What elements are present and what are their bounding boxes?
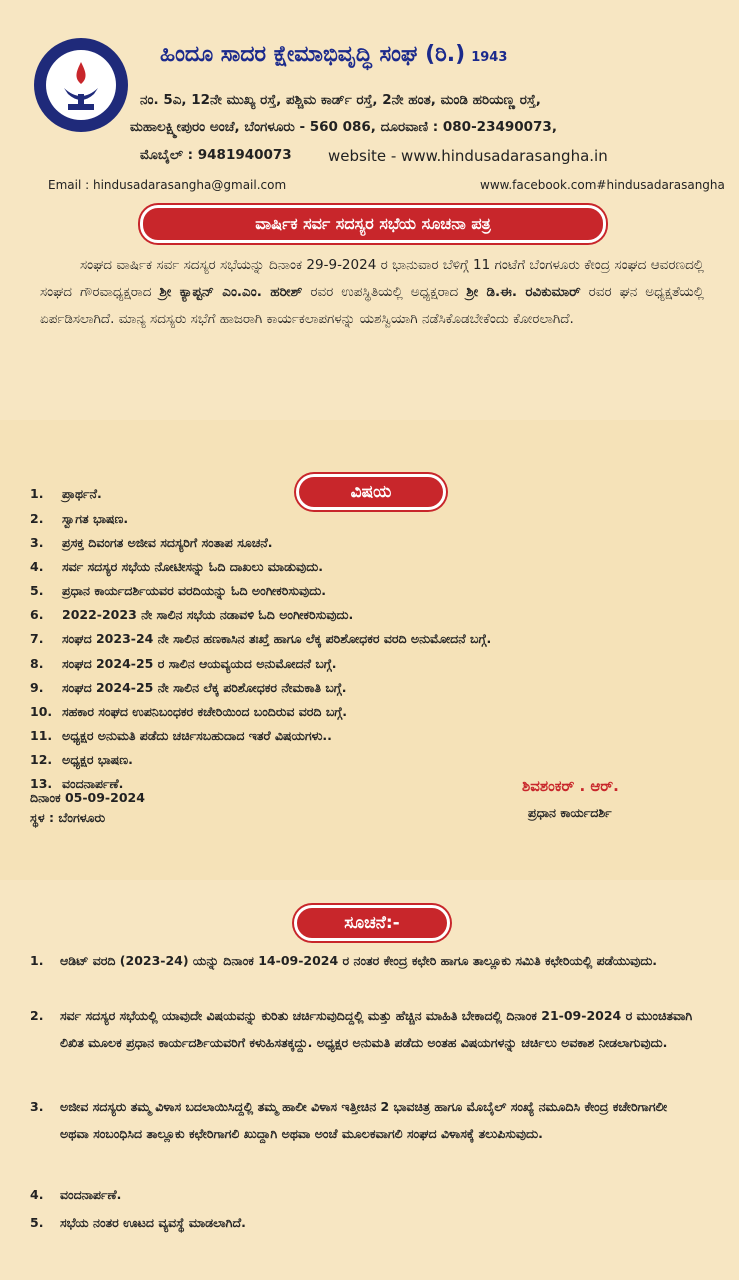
agenda-item-text: ಸರ್ವ ಸದಸ್ಯರ ಸಭೆಯ ನೋಟೀಸನ್ನು ಓದಿ ದಾಖಲು ಮಾಡುವುದು. xyxy=(62,559,323,574)
agenda-item-number: 12. xyxy=(30,752,53,767)
president-name: ಶ್ರೀ ಡಿ.ಈ. ರವಿಕುಮಾರ್ xyxy=(466,284,581,300)
agenda-item xyxy=(30,631,491,647)
note-item xyxy=(30,1002,700,1056)
founded-year: 1943 xyxy=(471,50,508,65)
note-item xyxy=(30,947,700,974)
address-line-2: ಮಹಾಲಕ್ಷ್ಮೀಪುರಂ ಅಂಚೆ, ಬೆಂಗಳೂರು - 560 086, ದೂರವಾಣಿ : 080-23490073, xyxy=(130,119,557,135)
agenda-item xyxy=(30,704,347,720)
signatory-role: ಪ್ರಧಾನ ಕಾರ್ಯದರ್ಶಿ xyxy=(528,805,612,820)
note-item-text: ಆಡಿಟ್ ವರದಿ (2023-24) ಯನ್ನು ದಿನಾಂಕ 14-09-2024 ರ ನಂತರ ಕೇಂದ್ರ ಕಛೇರಿ ಹಾಗೂ ತಾಲ್ಲೂಕು ಸಮಿತಿ ಕಛೇರಿಯಲ್ಲಿ ಪಡೆಯುವುದು. xyxy=(60,953,658,968)
mobile-number: ಮೊಬೈಲ್ : 9481940073 xyxy=(140,147,292,163)
note-item-number: 2. xyxy=(30,1008,44,1023)
agenda-item-text: ವಂದನಾರ್ಪಣೆ. xyxy=(62,776,124,791)
agenda-item xyxy=(30,607,353,623)
note-item-number: 4. xyxy=(30,1187,44,1202)
agenda-title: ವಿಷಯ xyxy=(296,474,446,510)
notice-title: ವಾರ್ಷಿಕ ಸರ್ವ ಸದಸ್ಯರ ಸಭೆಯ ಸೂಚನಾ ಪತ್ರ xyxy=(140,205,606,243)
agenda-item-text: ಅಧ್ಯಕ್ಷರ ಭಾಷಣ. xyxy=(62,752,133,767)
org-name: ಹಿಂದೂ ಸಾದರ ಕ್ಷೇಮಾಭಿವೃದ್ಧಿ ಸಂಘ (ರಿ.) 1943 xyxy=(160,42,508,67)
signatory-name: ಶಿವಶಂಕರ್ . ಆರ್. xyxy=(522,777,619,795)
agenda-item-number: 4. xyxy=(30,559,44,574)
agenda-item xyxy=(30,680,347,696)
agenda-item xyxy=(30,535,272,551)
note-item xyxy=(30,1181,700,1208)
agenda-item-number: 11. xyxy=(30,728,53,743)
agenda-item-text: ಸಹಕಾರ ಸಂಘದ ಉಪನಿಬಂಧಕರ ಕಚೇರಿಯಿಂದ ಬಂದಿರುವ ವರದಿ ಬಗ್ಗೆ. xyxy=(62,704,348,719)
agenda-item-text: 2022-2023 ನೇ ಸಾಲಿನ ಸಭೆಯ ನಡಾವಳಿ ಓದಿ ಅಂಗೀಕರಿಸುವುದು. xyxy=(62,607,354,622)
note-item-text: ವಂದನಾರ್ಪಣೆ. xyxy=(60,1187,122,1202)
honorary-president-name: ಶ್ರೀ ಕ್ಯಾಪ್ಟನ್ ಎಂ.ಎಂ. ಹರೀಶ್ xyxy=(159,284,303,300)
intro-text-3: ರವರ ಘನ ಅಧ್ಯಕ್ಷತೆಯಲ್ಲಿ ಏರ್ಪಡಿಸಲಾಗಿದೆ. ಮಾನ್ಯ ಸದಸ್ಯರು ಸಭೆಗೆ ಹಾಜರಾಗಿ ಕಾರ್ಯಕಲಾಪಗಳನ್ನು ಯಶಸ್ವಿಯಾಗಿ ನಡೆಸಿಕೊಡಬೇಕೆಂದು ಕೋರಲಾಗಿದೆ. xyxy=(40,284,704,327)
agenda-item-text: ಅಧ್ಯಕ್ಷರ ಅನುಮತಿ ಪಡೆದು ಚರ್ಚಿಸಬಹುದಾದ ಇತರೆ ವಿಷಯಗಳು.. xyxy=(62,728,332,743)
agenda-item-number: 7. xyxy=(30,631,44,646)
intro-text-2: ರವರ ಉಪಸ್ಥಿತಿಯಲ್ಲಿ ಅಧ್ಯಕ್ಷರಾದ xyxy=(310,284,459,300)
agenda-item-text: ಸಂಘದ 2024-25 ರ ಸಾಲಿನ ಆಯವ್ಯಯದ ಅನುಮೋದನೆ ಬಗ್ಗೆ. xyxy=(62,656,337,671)
agenda-item xyxy=(30,486,102,502)
note-item-text: ಅಜೀವ ಸದಸ್ಯರು ತಮ್ಮ ವಿಳಾಸ ಬದಲಾಯಿಸಿದ್ದಲ್ಲಿ ತಮ್ಮ ಹಾಲೀ ವಿಳಾಸ ಇತ್ತೀಚಿನ 2 ಭಾವಚಿತ್ರ ಹಾಗೂ ಮೊಬೈಲ್ ಸಂಖ್ಯೆ ನಮೂದಿಸಿ ಕೇಂದ್ರ ಕಚೇರಿಗಾಗಲೀ ಅಥವಾ ಸಂಬಂಧಿಸಿದ ತಾಲ್ಲೂಕು ಕಛೇರಿಗಾಗಲಿ ಖುದ್ದಾಗಿ ಅಥವಾ ಅಂಚೆ ಮೂಲಕವಾಗಲಿ ಸಂಘದ ವಿಳಾಸಕ್ಕೆ ತಲುಪಿಸುವುದು. xyxy=(60,1099,668,1141)
notes-title: ಸೂಚನೆ:- xyxy=(294,905,450,941)
note-item-text: ಸರ್ವ ಸದಸ್ಯರ ಸಭೆಯಲ್ಲಿ ಯಾವುದೇ ವಿಷಯವನ್ನು ಕುರಿತು ಚರ್ಚಿಸುವುದಿದ್ದಲ್ಲಿ ಮತ್ತು ಹೆಚ್ಚಿನ ಮಾಹಿತಿ ಬೇಕಾದಲ್ಲಿ ದಿನಾಂಕ 21-09-2024 ರ ಮುಂಚಿತವಾಗಿ ಲಿಖಿತ ಮೂಲಕ ಪ್ರಧಾನ ಕಾರ್ಯದರ್ಶಿಯವರಿಗೆ ಕಳುಹಿಸತಕ್ಕದ್ದು. ಅಧ್ಯಕ್ಷರ ಅನುಮತಿ ಪಡೆದು ಅಂತಹ ವಿಷಯಗಳನ್ನು ಚರ್ಚಿಲು ಅವಕಾಶ ನೀಡಲಾಗುವುದು. xyxy=(60,1008,693,1050)
address-line-1: ನಂ. 5ಎ, 12ನೇ ಮುಖ್ಯ ರಸ್ತೆ, ಪಶ್ಚಿಮ ಕಾರ್ಡ್ ರಸ್ತೆ, 2ನೇ ಹಂತ, ಮಂಡಿ ಹರಿಯಣ್ಣ ರಸ್ತೆ, xyxy=(140,92,541,108)
note-item xyxy=(30,1209,700,1236)
agenda-item-text: ಪ್ರಸಕ್ತ ದಿವಂಗತ ಅಜೀವ ಸದಸ್ಯರಿಗೆ ಸಂತಾಪ ಸೂಚನೆ. xyxy=(62,535,273,550)
agenda-item-number: 2. xyxy=(30,511,44,526)
website-link[interactable]: website - www.hindusadarasangha.in xyxy=(328,147,608,165)
intro-text-1: ಸಂಘದ ವಾರ್ಷಿಕ ಸರ್ವ ಸದಸ್ಯರ ಸಭೆಯನ್ನು ದಿನಾಂಕ 29-9-2024 ರ ಭಾನುವಾರ ಬೆಳಿಗ್ಗೆ 11 ಗಂಟೆಗೆ ಬೆಂಗಳೂರು ಕೇಂದ್ರ ಸಂಘದ ಆವರಣದಲ್ಲಿ ಸಂಘದ ಗೌರವಾಧ್ಯಕ್ಷರಾದ xyxy=(40,257,704,300)
agenda-item-number: 10. xyxy=(30,704,53,719)
note-item-number: 5. xyxy=(30,1215,44,1230)
agenda-item-text: ಸಂಘದ 2023-24 ನೇ ಸಾಲಿನ ಹಣಕಾಸಿನ ತಃಖ್ತೆ ಹಾಗೂ ಲೆಕ್ಕ ಪರಿಶೋಧಕರ ವರದಿ ಅನುಮೋದನೆ ಬಗ್ಗೆ. xyxy=(62,631,492,646)
logo-lamp-icon xyxy=(46,50,116,120)
agenda-item-number: 1. xyxy=(30,486,44,501)
agenda-item-number: 13. xyxy=(30,776,53,791)
agenda-item-text: ಪ್ರಾರ್ಥನೆ. xyxy=(62,486,102,501)
agenda-item xyxy=(30,583,326,599)
agenda-item xyxy=(30,752,133,768)
sangha-logo-icon xyxy=(34,38,128,132)
agenda-item-number: 9. xyxy=(30,680,44,695)
agenda-item-number: 8. xyxy=(30,656,44,671)
agenda-item-number: 5. xyxy=(30,583,44,598)
email-link[interactable]: Email : hindusadarasangha@gmail.com xyxy=(48,178,287,192)
agenda-item-text: ಸ್ವಾಗತ ಭಾಷಣ. xyxy=(62,511,129,526)
agenda-item-number: 3. xyxy=(30,535,44,550)
note-item-number: 1. xyxy=(30,953,44,968)
note-item xyxy=(30,1093,700,1147)
agenda-item xyxy=(30,656,337,672)
meeting-date: ದಿನಾಂಕ 05-09-2024 xyxy=(30,790,145,805)
note-item-text: ಸಭೆಯ ನಂತರ ಊಟದ ವ್ಯವಸ್ಥೆ ಮಾಡಲಾಗಿದೆ. xyxy=(60,1215,246,1230)
meeting-place: ಸ್ಥಳ : ಬೆಂಗಳೂರು xyxy=(30,810,106,825)
agenda-item-text: ಪ್ರಧಾನ ಕಾರ್ಯದರ್ಶಿಯವರ ವರದಿಯನ್ನು ಓದಿ ಅಂಗೀಕರಿಸುವುದು. xyxy=(62,583,326,598)
agenda-item xyxy=(30,559,323,575)
note-item-number: 3. xyxy=(30,1099,44,1114)
agenda-item xyxy=(30,728,332,744)
intro-paragraph xyxy=(40,252,704,333)
agenda-item xyxy=(30,511,128,527)
agenda-item-number: 6. xyxy=(30,607,44,622)
facebook-link[interactable]: www.facebook.com#hindusadarasangha xyxy=(480,178,725,192)
agenda-item-text: ಸಂಘದ 2024-25 ನೇ ಸಾಲಿನ ಲೆಕ್ಕ ಪರಿಶೋಧಕರ ನೇಮಕಾತಿ ಬಗ್ಗೆ. xyxy=(62,680,347,695)
